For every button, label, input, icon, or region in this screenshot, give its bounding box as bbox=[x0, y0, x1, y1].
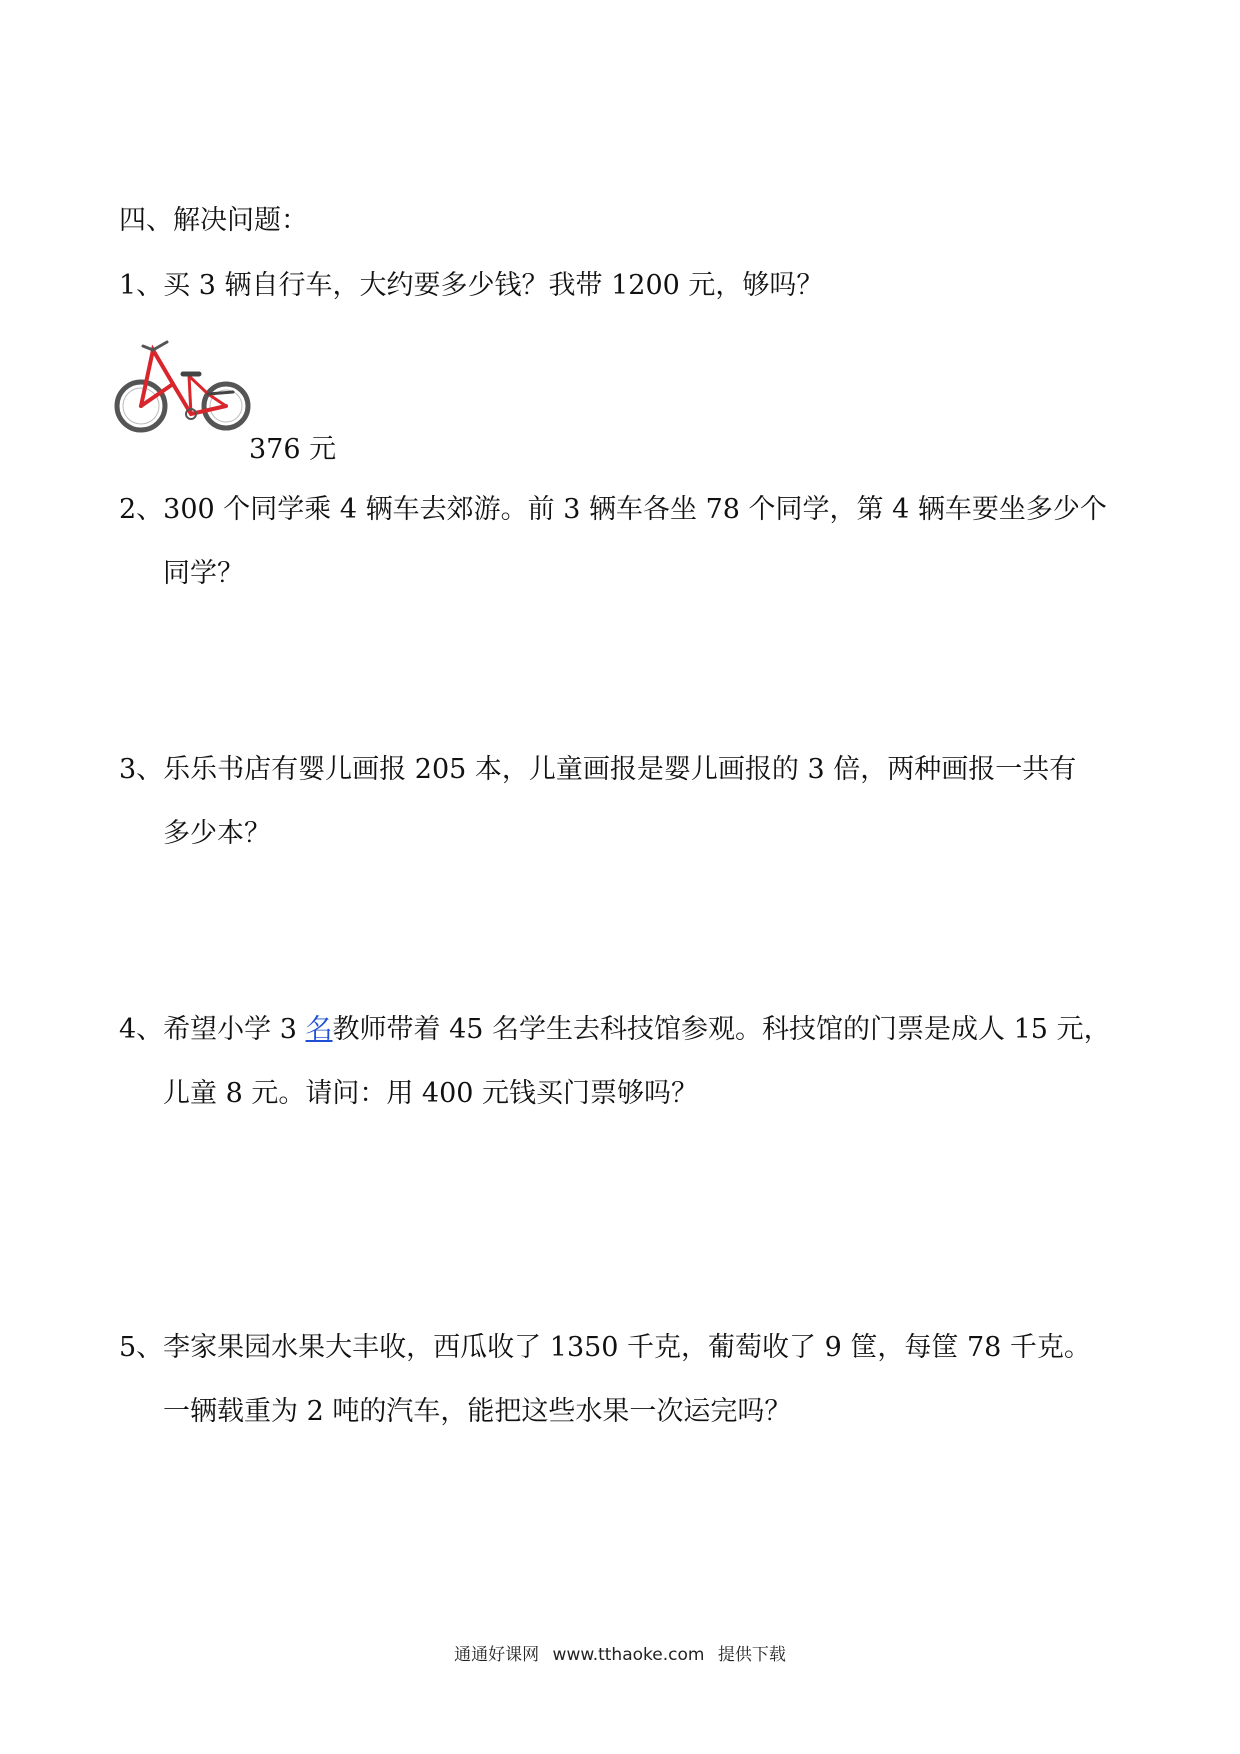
footer-site-name: 通通好课网 bbox=[454, 1645, 540, 1665]
footer-suffix: 提供下载 bbox=[717, 1645, 786, 1665]
question-4-text-end: 教师带着 45 名学生去科技馆参观。科技馆的门票是成人 15 元， bbox=[332, 1014, 1111, 1045]
bicycle-image bbox=[113, 336, 253, 446]
question-4-text bbox=[119, 1012, 1111, 1048]
question-5-text: 5、李家果园水果大丰收，西瓜收了 1350 千克，葡萄收了 9 筐，每筐 78 千克。 bbox=[119, 1332, 1091, 1363]
section-title: 四、解决问题： bbox=[119, 205, 308, 236]
footer-url[interactable]: www.tthaoke.com bbox=[552, 1645, 705, 1665]
question-3-text: 3、乐乐书店有婴儿画报 205 本，儿童画报是婴儿画报的 3 倍，两种画报一共有 bbox=[119, 754, 1077, 785]
question-4-text-continued: 儿童 8 元。请问：用 400 元钱买门票够吗？ bbox=[163, 1078, 699, 1109]
bicycle-price: 376 元 bbox=[249, 434, 337, 465]
question-4-text-start: 4、希望小学 3 bbox=[119, 1014, 306, 1045]
question-2-text-continued: 同学？ bbox=[163, 558, 244, 589]
question-4-link[interactable]: 名 bbox=[305, 1014, 333, 1045]
question-5-text-continued: 一辆载重为 2 吨的汽车，能把这些水果一次运完吗？ bbox=[163, 1396, 792, 1427]
page-footer bbox=[0, 1640, 1240, 1665]
question-2-text: 2、300 个同学乘 4 辆车去郊游。前 3 辆车各坐 78 个同学，第 4 辆车要坐多少个 bbox=[119, 494, 1107, 525]
question-1-text: 1、买 3 辆自行车，大约要多少钱？我带 1200 元，够吗？ bbox=[119, 270, 824, 301]
question-3-text-continued: 多少本？ bbox=[163, 818, 271, 849]
